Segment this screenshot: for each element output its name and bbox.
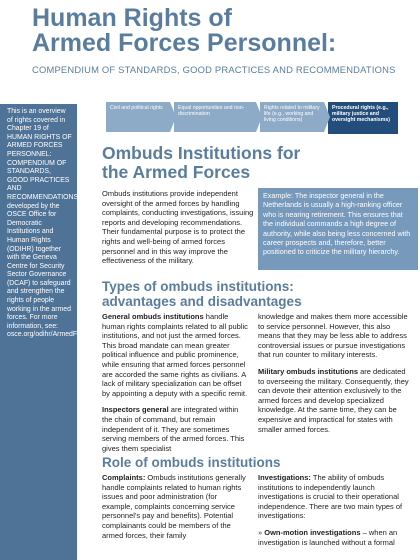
- title-line-1: Human Rights of: [32, 4, 232, 32]
- role-heading: Role of ombuds institutions: [102, 455, 281, 470]
- types-heading-line-2: advantages and disadvantages: [102, 294, 302, 309]
- types-heading: [102, 279, 412, 309]
- complaints-term: Complaints:: [102, 473, 146, 482]
- nav-procedural-rights: Procedural rights (e.g., military justice and oversight mechanisms): [328, 102, 398, 134]
- nav-arrow-3: [324, 102, 330, 132]
- investigations-term: Investigations:: [258, 473, 311, 482]
- types-left-column: [102, 312, 248, 460]
- section-title-line-1: Ombuds Institutions for: [102, 143, 301, 163]
- general-ombuds-paragraph: [102, 312, 248, 398]
- rights-category-nav: [106, 102, 402, 134]
- bullet-marker: »: [258, 527, 263, 537]
- inspectors-continued: knowledge and makes them more accessible to service personnel. However, this also means that they may be less able to address controversial issues or pursue investigations that run counter to military interests.: [258, 312, 408, 360]
- example-callout: [258, 188, 418, 270]
- military-ombuds-paragraph: [258, 367, 412, 434]
- document-title: [32, 6, 412, 56]
- military-ombuds-term: Military ombuds institutions: [258, 366, 359, 376]
- nav-arrow-2: [256, 102, 262, 132]
- role-left-column: [102, 473, 248, 547]
- military-ombuds-text: are dedicated to overseeing the military. Consequently, they can devote their attention exclusively to the armed forces and develop specialized knowledge. At the same time, they can be expensive and impractical for states with smaller armed forces.: [258, 366, 409, 434]
- types-right-column: [258, 312, 412, 441]
- section-title-line-2: the Armed Forces: [102, 162, 251, 182]
- example-text: Example: The inspector general in the Netherlands is usually a high-ranking officer who is nearing retirement. This ensures that the individual commands a high degree of authority, while also being less concerned with career prospects and, therefore, better positioned to criticize the military hierarchy.: [263, 191, 411, 257]
- general-ombuds-term: General ombuds institutions: [102, 312, 204, 321]
- role-right-column: [258, 473, 412, 554]
- section-title: [102, 144, 402, 182]
- complaints-text: Ombuds institutions generally handle complaints related to human rights issues and poor administration (for example, complaints concerning service personnel's pay and benefits). Potential complainants could be members of the armed forces, their family: [102, 473, 246, 540]
- document-subtitle: COMPENDIUM OF STANDARDS, GOOD PRACTICES AND RECOMMENDATIONS: [32, 64, 396, 75]
- nav-arrow-1: [170, 102, 176, 132]
- own-motion-term: Own-motion investigations: [264, 527, 361, 537]
- types-heading-line-1: Types of ombuds institutions:: [102, 279, 294, 294]
- own-motion-bullet: [258, 528, 412, 547]
- inspectors-general-term: Inspectors general: [102, 405, 169, 415]
- document-header: [0, 0, 420, 86]
- title-line-2: Armed Forces Personnel:: [32, 29, 337, 57]
- investigations-paragraph: [258, 473, 412, 521]
- inspectors-general-paragraph: [102, 405, 248, 453]
- nav-civil-political: Civil and political rights: [106, 102, 170, 132]
- intro-paragraph: Ombuds institutions provide independent oversight of the armed forces by handling complaints, conducting investigations, issuing reports and developing recommendations. Their fundamental purpose is to protect the rights and well-being of armed forces personnel and in this way improve the effectiveness of the military.: [102, 189, 254, 266]
- own-motion-text: – when an investigation is launched without a formal: [258, 527, 398, 547]
- general-ombuds-text: handle human rights complaints related to all public institutions, and not just the armed forces. This broad mandate can mean greater political influence and public prominence, while ensuring that armed forces personnel are accorded the same rights as civilians. A lack of military specialization can be offset by appointing a deputy with a specific remit.: [102, 312, 248, 398]
- nav-equal-opportunities: Equal opportunities and non-discrimination: [174, 102, 256, 132]
- inspectors-general-text: are integrated within the chain of command, but remain independent of it. They are sometimes serving members of the armed forces. This gives them specialist: [102, 405, 245, 453]
- investigations-text: The ability of ombuds institutions to independently launch investigations is crucial to their operational independence. There are two main types of investigations:: [258, 473, 403, 521]
- nav-military-life: Rights related to military life (e.g., working and living conditions): [260, 102, 324, 132]
- sidebar-panel: [0, 104, 114, 560]
- complaints-paragraph: [102, 473, 248, 540]
- sidebar-text: This is an overview of rights covered in Chapter 19 of HUMAN RIGHTS OF ARMED FORCES PERSONNEL: COMPENDIUM OF STANDARDS, GOOD PRACTICES AND RECOMMENDATIONS developed by the OSCE Office for Democratic Institutions and Human Rights (ODIHR) together with the Geneva Centre for Security Sector Governance (DCAF) to safeguard and strengthen the rights of people working in the armed forces. For more information, see: osce.org/odihr/ArmedForcesRights: [7, 108, 114, 339]
